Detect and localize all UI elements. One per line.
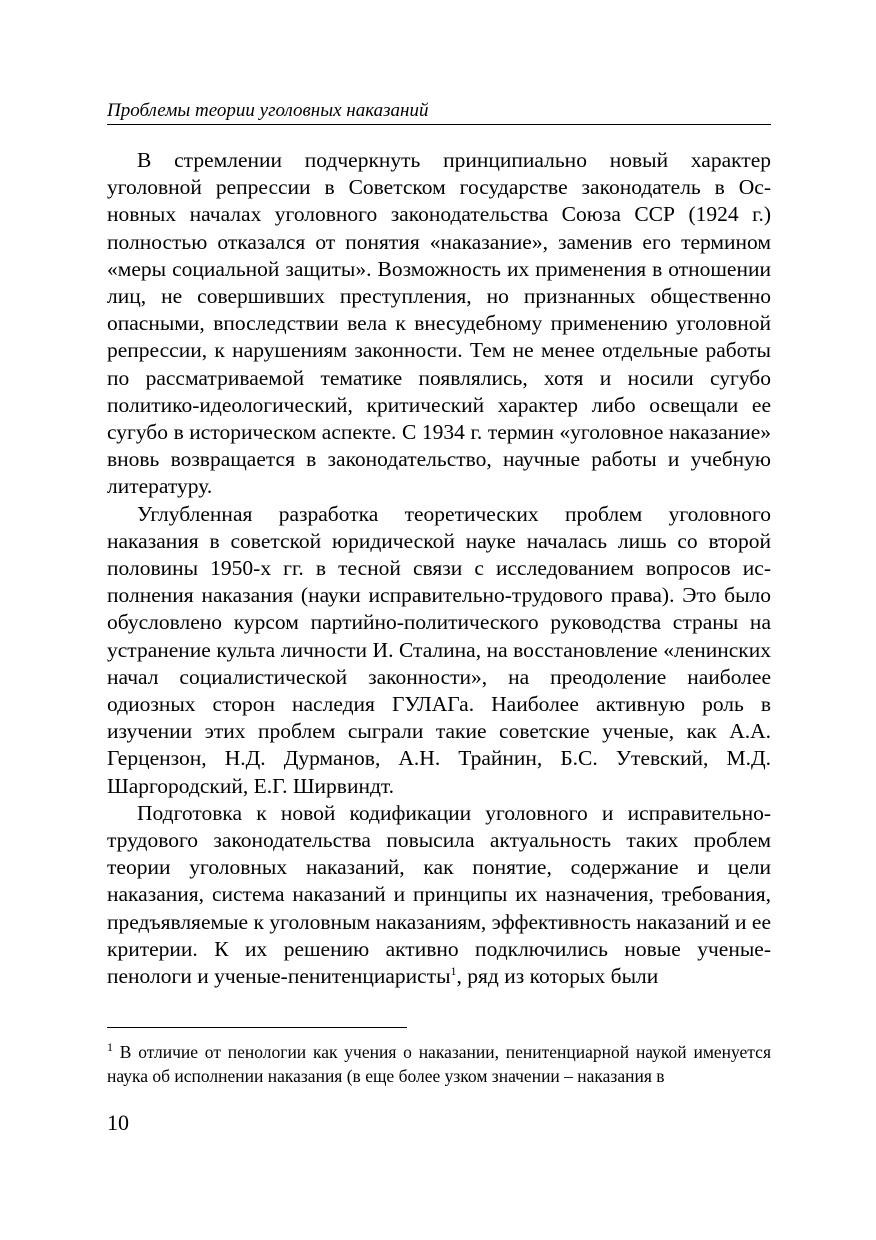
paragraph-3-tail: , ряд из которых были [456, 964, 659, 989]
running-head [107, 100, 771, 125]
page-number: 10 [107, 1110, 129, 1135]
body-text [107, 147, 771, 990]
footnote-separator [107, 1027, 407, 1028]
running-head-title: Проблемы теории уголовных наказаний [107, 100, 429, 121]
paragraph-1: В стремлении подчеркнуть принципиально новый характер уголовной репрессии в Советском государстве законодатель в Основных началах уголовного законодательства Союза ССР (1924 г.) полностью отказался от понятия «наказание», заменив его термином «меры социальной защиты». Возможность их применения в отношении лиц, не совершивших преступления, но признанных общественно опасными, впоследствии вела к внесудебному применению уголовной репрессии, к нарушениям законности. Тем не менее отдельные работы по рассматриваемой тематике появлялись, хотя и носили сугубо политико-идеологический, критический характер либо освещали ее сугубо в историческом аспекте. С 1934 г. термин «уголовное наказание» вновь возвращается в законодательство, научные работы и учебную литературу. [107, 148, 771, 499]
paragraph-2: Углубленная разработка теоретических проблем уголовного наказания в советской юридической науке началась лишь со второй половины 1950-х гг. в тесной связи с исследованием вопросов исполнения наказания (науки исправительно-трудового права). Это было обусловлено курсом партийно-политического руководства страны на устранение культа личности И. Сталина, на восстановление «ленинских начал социалистической законности», на преодоление наиболее одиозных сторон наследия ГУЛАГа. Наиболее активную роль в изучении этих проблем сыграли такие советские ученые, как А.А. Герцензон, Н.Д. Дурманов, А.Н. Трайнин, Б.С. Утевский, М.Д. Шаргородский, Е.Г. Ширвиндт. [107, 501, 771, 798]
footnote [107, 1040, 771, 1088]
paragraph-3 [107, 800, 771, 990]
paragraph-3-text: Подготовка к новой кодификации уголовного и исправительно-трудового законодательства повысила актуальность таких проблем теории уголовных наказаний, как понятие, содержание и цели наказания, система наказаний и принципы их назначения, требования, предъявляемые к уголовным наказаниям, эффективность наказаний и ее критерии. К их решению активно подключились новые ученые-пенологи и ученые-пенитенциаристы [107, 800, 771, 989]
footnote-reference[interactable]: 1 [450, 963, 457, 978]
footnote-marker: 1 [107, 1040, 113, 1055]
footnote-text: В отличие от пенологии как учения о наказании, пенитенциарной наукой именуется наука об исполнении наказания (в еще более узком значении – наказания в [107, 1042, 771, 1086]
